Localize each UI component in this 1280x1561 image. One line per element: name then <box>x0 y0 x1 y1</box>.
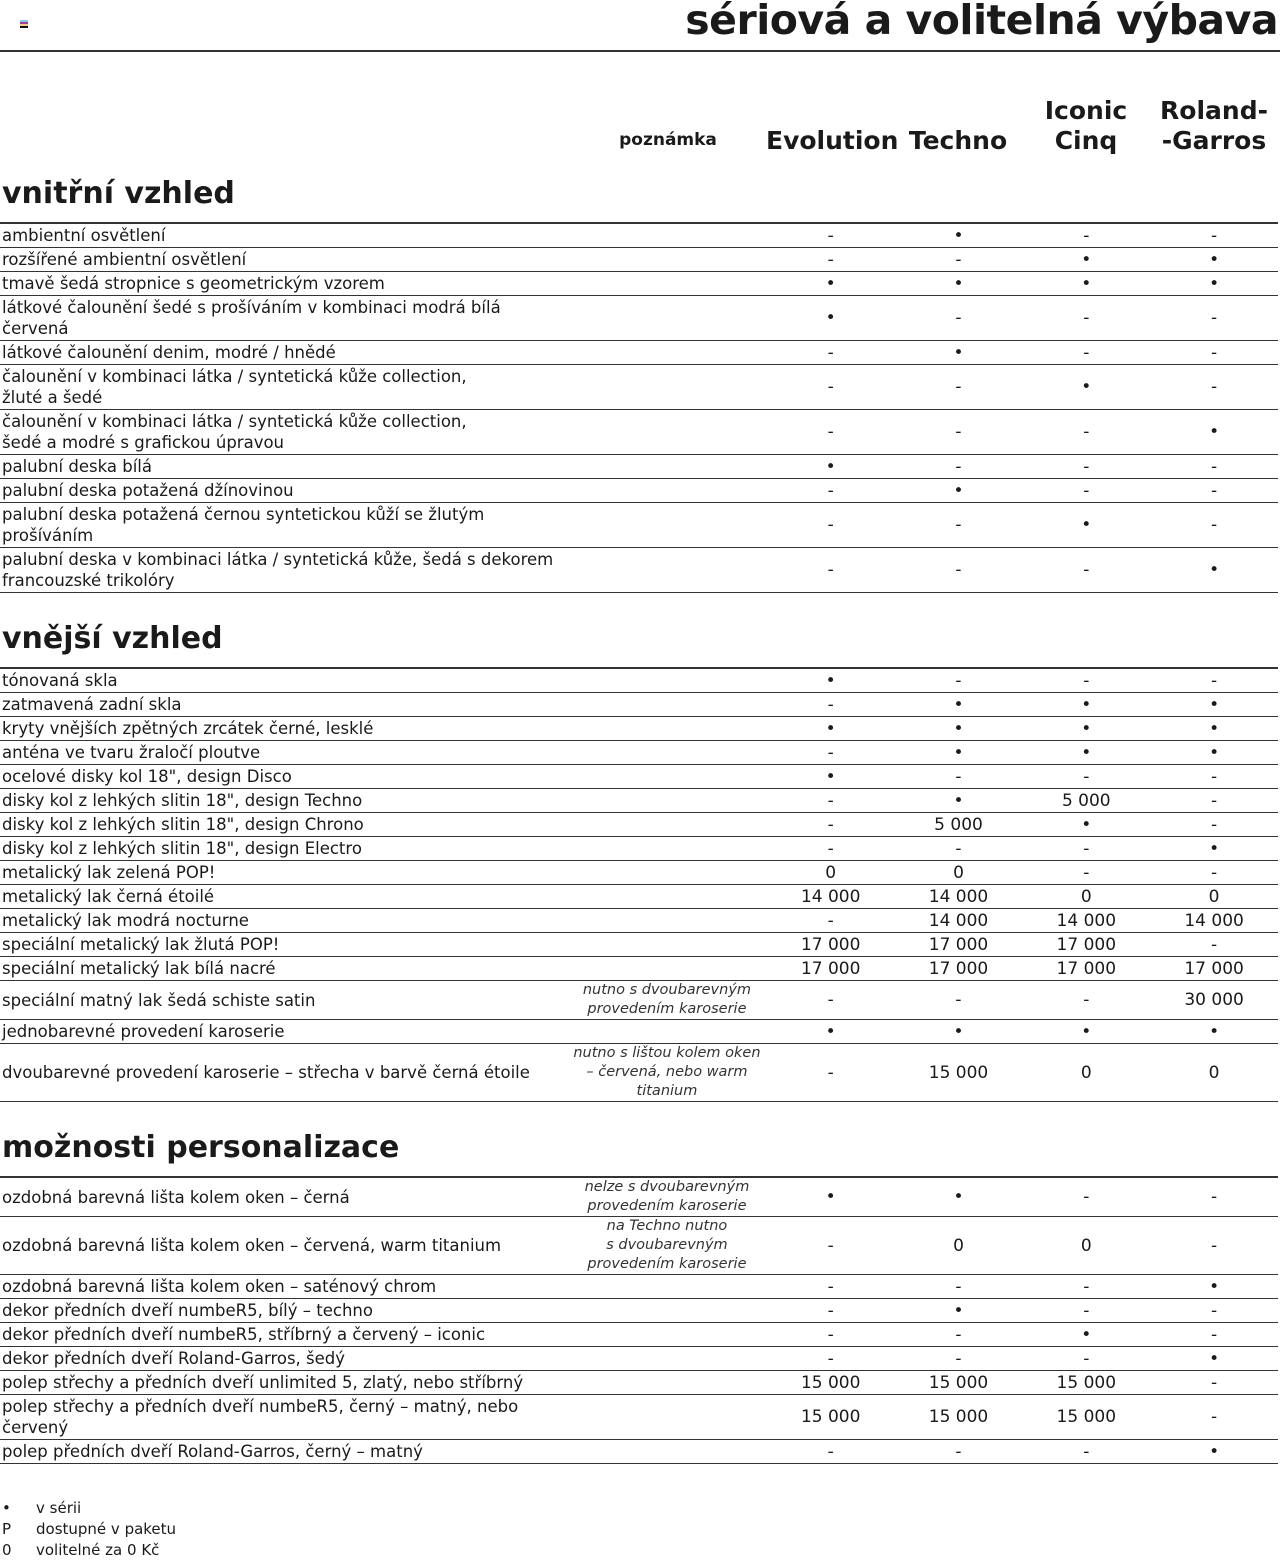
row-value: • <box>1209 1276 1220 1297</box>
row-label: polep střechy a předních dveří numbeR5, černý – matný, nebo červený <box>2 1397 519 1437</box>
row-label: metalický lak zelená POP! <box>2 863 216 882</box>
row-value: - <box>1083 1441 1090 1462</box>
row-value: - <box>1211 1407 1218 1427</box>
row-value: - <box>955 422 962 442</box>
row-value: • <box>1209 838 1220 859</box>
row-value: 14 000 <box>1056 910 1117 931</box>
row-value: - <box>1083 456 1090 477</box>
row-value: • <box>1081 1021 1092 1042</box>
row-value: - <box>1211 790 1218 811</box>
row-label: rozšířené ambientní osvětlení <box>2 250 247 269</box>
column-headers <box>766 92 1278 156</box>
row-value: • <box>1209 718 1220 739</box>
row-label: ambientní osvětlení <box>2 226 166 245</box>
table-row <box>0 837 1278 861</box>
row-value: - <box>827 694 834 715</box>
row-value: • <box>825 766 836 787</box>
table-row <box>0 365 1278 410</box>
row-value: - <box>1083 342 1090 363</box>
row-value: - <box>1211 377 1218 397</box>
row-value: • <box>1209 422 1220 442</box>
row-value: • <box>953 480 964 501</box>
row-value: 15 000 <box>800 1372 861 1393</box>
row-value: 5 000 <box>1061 790 1111 811</box>
table-row <box>0 765 1278 789</box>
row-value: 30 000 <box>1184 990 1244 1010</box>
row-label: čalounění v kombinaci látka / syntetická kůže collection, žluté a šedé <box>2 367 467 407</box>
row-value: - <box>955 1324 962 1345</box>
row-value: - <box>1083 480 1090 501</box>
row-value: - <box>1211 480 1218 501</box>
row-value: • <box>1081 273 1092 294</box>
row-value: - <box>827 1276 834 1297</box>
legend-symbol: • <box>2 1499 11 1517</box>
row-value: • <box>1209 1021 1220 1042</box>
row-value: - <box>955 766 962 787</box>
row-label: tónovaná skla <box>2 671 118 690</box>
row-value: 15 000 <box>928 1062 989 1083</box>
row-value: 17 000 <box>1056 958 1117 979</box>
row-value: • <box>1209 273 1220 294</box>
table-row <box>0 1347 1278 1371</box>
row-label: palubní deska potažená černou syntetickou kůží se žlutým prošíváním <box>2 505 485 545</box>
row-value: 0 <box>1208 886 1220 907</box>
section <box>0 617 1278 1102</box>
row-label: čalounění v kombinaci látka / syntetická kůže collection, šedé a modré s grafickou úpravou <box>2 412 467 452</box>
row-value: 15 000 <box>928 1407 989 1427</box>
row-label: metalický lak černá étoilé <box>2 887 215 906</box>
row-label: ozdobná barevná lišta kolem oken – černá <box>2 1187 350 1207</box>
row-value: 17 000 <box>800 934 861 955</box>
row-label: disky kol z lehkých slitin 18", design Electro <box>2 839 362 858</box>
table-row <box>0 503 1278 548</box>
row-label: ocelové disky kol 18", design Disco <box>2 767 292 786</box>
table-row <box>0 1371 1278 1395</box>
row-value: - <box>1083 990 1090 1010</box>
table-row <box>0 1395 1278 1440</box>
row-value: - <box>1211 342 1218 363</box>
row-label: látkové čalounění šedé s prošíváním v kombinaci modrá bílá červená <box>2 298 501 338</box>
row-value: - <box>1083 1276 1090 1297</box>
logo <box>20 20 28 28</box>
row-value: • <box>953 718 964 739</box>
row-value: 0 <box>1208 1062 1220 1083</box>
row-value: - <box>827 742 834 763</box>
row-value: • <box>1081 377 1092 397</box>
table-row <box>0 410 1278 455</box>
row-value: 17 000 <box>928 958 989 979</box>
row-label: zatmavená zadní skla <box>2 695 182 714</box>
table-row <box>0 885 1278 909</box>
row-value: - <box>827 249 834 270</box>
column-header-iconic-cinq: Iconic Cinq <box>1044 96 1128 155</box>
row-value: - <box>827 480 834 501</box>
row-note: nutno s lištou kolem oken – červená, nebo warm titanium <box>573 1045 761 1099</box>
row-value: - <box>1083 560 1090 580</box>
row-value: • <box>1209 742 1220 763</box>
table-row <box>0 296 1278 341</box>
row-value: - <box>955 456 962 477</box>
row-label: jednobarevné provedení karoserie <box>2 1022 285 1041</box>
row-value: 17 000 <box>800 958 861 979</box>
row-label: speciální metalický lak bílá nacré <box>2 959 276 978</box>
row-value: • <box>953 273 964 294</box>
row-label: speciální matný lak šedá schiste satin <box>2 990 316 1010</box>
row-value: - <box>1211 1235 1218 1256</box>
row-value: 0 <box>825 862 837 883</box>
table-row <box>0 861 1278 885</box>
row-value: - <box>1083 1300 1090 1321</box>
row-value: - <box>827 1441 834 1462</box>
table-row <box>0 717 1278 741</box>
row-value: • <box>1081 814 1092 835</box>
legend-text: v sérii <box>36 1499 82 1517</box>
row-value: - <box>827 1235 834 1256</box>
section <box>0 172 1278 593</box>
row-value: - <box>827 342 834 363</box>
row-value: - <box>1211 670 1218 691</box>
legend-text: volitelné za 0 Kč <box>36 1541 160 1559</box>
row-value: • <box>1209 560 1220 580</box>
row-value: - <box>1083 1187 1090 1207</box>
row-value: - <box>1083 766 1090 787</box>
table-row <box>0 933 1278 957</box>
row-value: - <box>1211 1372 1218 1393</box>
row-value: • <box>953 1300 964 1321</box>
row-value: • <box>825 1021 836 1042</box>
row-value: - <box>1211 225 1218 246</box>
row-value: 0 <box>1080 1062 1092 1083</box>
row-value: 15 000 <box>1056 1372 1117 1393</box>
table-row <box>0 548 1278 593</box>
row-label: látkové čalounění denim, modré / hnědé <box>2 343 336 362</box>
row-value: - <box>1083 225 1090 246</box>
row-value: • <box>1081 249 1092 270</box>
row-value: 15 000 <box>1056 1407 1117 1427</box>
row-label: metalický lak modrá nocturne <box>2 911 249 930</box>
row-value: - <box>827 1348 834 1369</box>
row-value: - <box>1083 670 1090 691</box>
row-value: 17 000 <box>1056 934 1117 955</box>
row-value: - <box>955 308 962 328</box>
table-row <box>0 1044 1278 1102</box>
row-value: • <box>825 1187 836 1207</box>
equipment-table <box>0 172 1278 1488</box>
row-value: 14 000 <box>928 886 989 907</box>
section-title: vnější vzhled <box>0 617 1278 669</box>
row-value: - <box>955 990 962 1010</box>
legend-symbol: 0 <box>2 1541 12 1559</box>
row-value: • <box>953 694 964 715</box>
row-value: • <box>953 742 964 763</box>
row-value: - <box>955 670 962 691</box>
row-value: - <box>827 515 834 535</box>
table-row <box>0 1440 1278 1464</box>
row-value: - <box>827 814 834 835</box>
table-row <box>0 741 1278 765</box>
column-header-roland-garros: Roland- -Garros <box>1160 96 1268 155</box>
row-value: 15 000 <box>928 1372 989 1393</box>
row-value: 17 000 <box>1184 958 1244 979</box>
row-value: - <box>827 225 834 246</box>
row-value: • <box>1209 694 1220 715</box>
row-value: • <box>1081 742 1092 763</box>
row-value: 14 000 <box>928 910 989 931</box>
row-label: dekor předních dveří Roland-Garros, šedý <box>2 1349 346 1368</box>
row-value: - <box>955 249 962 270</box>
row-value: • <box>825 273 836 294</box>
row-value: - <box>1083 838 1090 859</box>
row-value: - <box>827 560 834 580</box>
row-value: • <box>1209 1348 1220 1369</box>
row-value: - <box>1211 515 1218 535</box>
legend-symbol: P <box>2 1520 12 1538</box>
row-value: - <box>827 422 834 442</box>
row-value: - <box>955 1276 962 1297</box>
row-value: • <box>1209 249 1220 270</box>
row-value: - <box>827 377 834 397</box>
row-value: • <box>1081 718 1092 739</box>
legend <box>0 1498 176 1561</box>
row-value: - <box>955 377 962 397</box>
row-value: - <box>1211 766 1218 787</box>
legend-item <box>0 1498 176 1519</box>
table-row <box>0 1275 1278 1299</box>
row-value: • <box>825 308 836 328</box>
row-value: • <box>1081 515 1092 535</box>
table-row <box>0 341 1278 365</box>
row-value: - <box>955 1441 962 1462</box>
column-header-techno: Techno <box>908 126 1008 155</box>
legend-text: dostupné v paketu <box>36 1520 177 1538</box>
column-header-evolution: Evolution <box>766 126 899 155</box>
table-row <box>0 224 1278 248</box>
row-label: ozdobná barevná lišta kolem oken – saténový chrom <box>2 1277 437 1296</box>
legend-item <box>0 1519 176 1540</box>
page-title: sériová a volitelná výbava <box>685 0 1278 44</box>
row-label: dekor předních dveří numbeR5, stříbrný a červený – iconic <box>2 1325 486 1344</box>
row-value: 14 000 <box>800 886 861 907</box>
row-value: - <box>1083 862 1090 883</box>
row-value: - <box>955 560 962 580</box>
row-value: - <box>955 1348 962 1369</box>
row-value: - <box>1211 456 1218 477</box>
row-value: 5 000 <box>934 814 983 835</box>
table-row <box>0 981 1278 1020</box>
table-row <box>0 789 1278 813</box>
table-row <box>0 479 1278 503</box>
row-label: kryty vnějších zpětných zrcátek černé, lesklé <box>2 719 374 738</box>
row-value: • <box>825 456 836 477</box>
column-header-note: poznámka <box>619 130 717 150</box>
row-value: 0 <box>953 862 964 883</box>
divider <box>0 50 1280 52</box>
row-value: 17 000 <box>928 934 989 955</box>
table-row <box>0 909 1278 933</box>
table-row <box>0 813 1278 837</box>
row-value: 0 <box>1080 1235 1092 1256</box>
row-value: - <box>1211 814 1218 835</box>
row-label: palubní deska bílá <box>2 457 152 476</box>
row-label: dekor předních dveří numbeR5, bílý – techno <box>2 1301 373 1320</box>
row-value: - <box>1083 422 1090 442</box>
table-row <box>0 669 1278 693</box>
table-row <box>0 455 1278 479</box>
row-value: - <box>1083 1348 1090 1369</box>
row-value: • <box>953 1021 964 1042</box>
row-value: • <box>1081 1324 1092 1345</box>
logo-stripe <box>20 26 28 28</box>
row-value: - <box>1211 1324 1218 1345</box>
row-value: • <box>1081 694 1092 715</box>
row-value: - <box>827 838 834 859</box>
row-value: - <box>827 990 834 1010</box>
row-value: - <box>955 515 962 535</box>
row-label: disky kol z lehkých slitin 18", design Techno <box>2 791 363 810</box>
row-value: - <box>1211 308 1218 328</box>
table-row <box>0 693 1278 717</box>
row-label: polep střechy a předních dveří unlimited 5, zlatý, nebo stříbrný <box>2 1373 524 1392</box>
row-value: - <box>827 790 834 811</box>
row-value: - <box>1211 1187 1218 1207</box>
row-value: • <box>953 342 964 363</box>
table-row <box>0 272 1278 296</box>
row-value: • <box>825 670 836 691</box>
row-value: - <box>827 910 834 931</box>
table-row <box>0 1178 1278 1217</box>
row-value: 15 000 <box>800 1407 861 1427</box>
row-label: dvoubarevné provedení karoserie – střecha v barvě černá étoile <box>2 1063 530 1082</box>
row-value: 0 <box>1080 886 1092 907</box>
row-value: - <box>1211 934 1218 955</box>
row-value: 14 000 <box>1184 910 1244 931</box>
row-value: • <box>953 790 964 811</box>
row-note: nutno s dvoubarevným provedením karoserie <box>582 982 752 1017</box>
row-value: 0 <box>953 1235 964 1256</box>
row-value: • <box>825 718 836 739</box>
section <box>0 1126 1278 1464</box>
row-label: polep předních dveří Roland-Garros, černý – matný <box>2 1442 423 1461</box>
row-value: - <box>827 1062 834 1083</box>
table-row <box>0 957 1278 981</box>
table-row <box>0 1299 1278 1323</box>
row-label: palubní deska potažená džínovinou <box>2 481 294 500</box>
row-value: - <box>1083 308 1090 328</box>
row-label: ozdobná barevná lišta kolem oken – červená, warm titanium <box>2 1236 502 1255</box>
row-note: nelze s dvoubarevným provedením karoserie <box>584 1179 750 1214</box>
row-value: - <box>827 1300 834 1321</box>
row-label: speciální metalický lak žlutá POP! <box>2 935 280 954</box>
row-label: palubní deska v kombinaci látka / syntetická kůže, šedá s dekorem francouzské trikolóry <box>2 550 554 590</box>
table-row <box>0 248 1278 272</box>
row-value: • <box>953 1187 964 1207</box>
section-title: vnitřní vzhled <box>0 172 1278 224</box>
row-label: tmavě šedá stropnice s geometrickým vzorem <box>2 274 385 293</box>
table-row <box>0 1020 1278 1044</box>
row-value: - <box>1211 1300 1218 1321</box>
section-title: možnosti personalizace <box>0 1126 1278 1178</box>
row-value: - <box>1211 862 1218 883</box>
row-value: • <box>1209 1441 1220 1462</box>
row-value: • <box>953 225 964 246</box>
row-note: na Techno nutno s dvoubarevným provedením karoserie <box>587 1218 747 1272</box>
row-label: disky kol z lehkých slitin 18", design Chrono <box>2 815 364 834</box>
row-value: - <box>955 838 962 859</box>
table-row <box>0 1323 1278 1347</box>
row-label: anténa ve tvaru žraločí ploutve <box>2 743 261 762</box>
table-row <box>0 1217 1278 1275</box>
row-value: - <box>827 1324 834 1345</box>
